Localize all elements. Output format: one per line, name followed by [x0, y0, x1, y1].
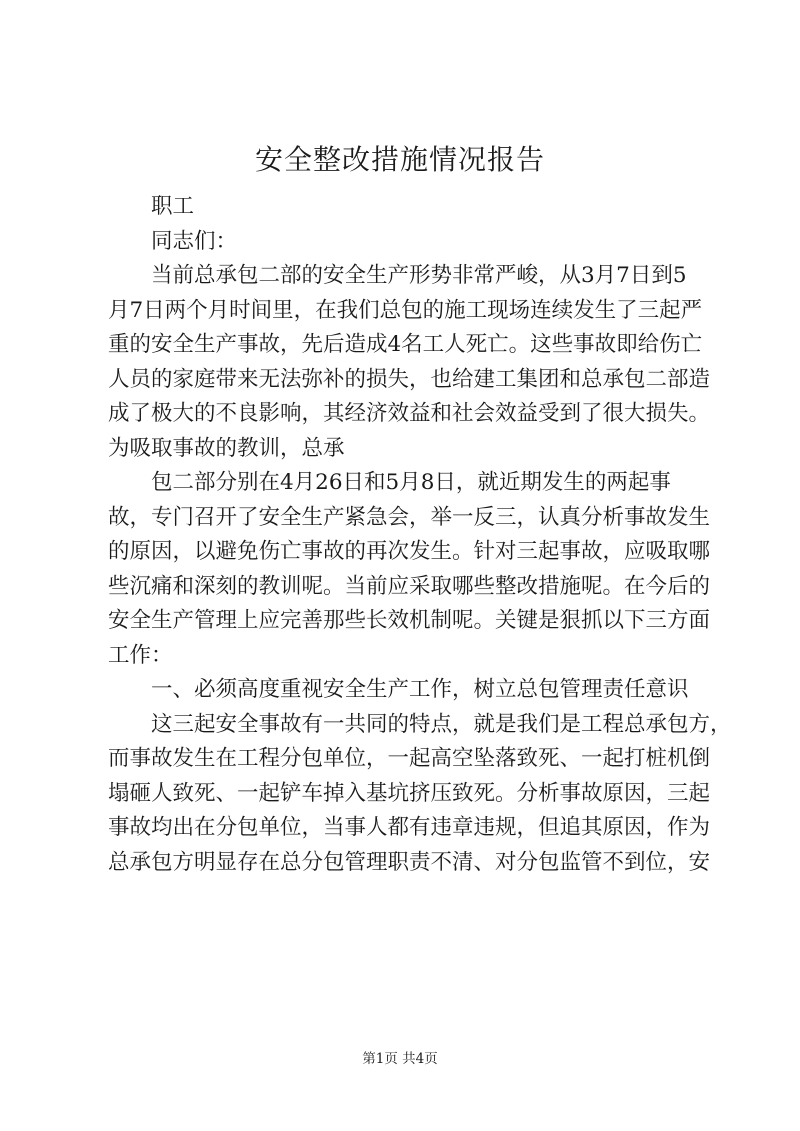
text-line: 一、必须高度重视安全生产工作，树立总包管理责任意识 [151, 677, 689, 702]
text-line: 当前总承包二部的安全生产形势非常严峻，从3月7日到5 [151, 263, 687, 288]
paragraph [108, 190, 708, 225]
paragraph [108, 259, 711, 466]
document-title: 安全整改措施情况报告 [254, 143, 545, 176]
text-line: 重的安全生产事故，先后造成4名工人死亡。这些事故即给伤亡 [108, 332, 703, 357]
paragraph [108, 708, 732, 881]
text-line: 这三起安全事故有一共同的特点，就是我们是工程总承包方， [151, 711, 732, 737]
text-line: 的原因，以避免伤亡事故的再次发生。针对三起事故，应吸取哪 [108, 539, 711, 564]
text-line: 月7日两个月时间里，在我们总包的施工现场连续发生了三起严 [108, 297, 703, 323]
paragraph [108, 225, 708, 260]
text-line: 而事故发生在工程分包单位，一起高空坠落致死、一起打桩机倒 [108, 746, 711, 771]
text-line: 故，专门召开了安全生产紧急会，举一反三，认真分析事故发生 [108, 504, 711, 530]
text-line: 人员的家庭带来无法弥补的损失，也给建工集团和总承包二部造 [108, 366, 711, 392]
text-line: 工作： [108, 642, 173, 668]
text-line: 安全生产管理上应完善那些长效机制呢。关键是狠抓以下三方面 [108, 608, 711, 633]
text-line: 职工 [151, 194, 195, 219]
text-line: 些沉痛和深刻的教训呢。当前应采取哪些整改措施呢。在今后的 [108, 573, 711, 599]
text-line: 总承包方明显存在总分包管理职责不清、对分包监管不到位，安 [108, 849, 711, 875]
section-heading [108, 673, 708, 708]
paragraph [108, 466, 711, 673]
text-line: 为吸取事故的教训，总承 [108, 435, 345, 461]
text-line: 同志们： [151, 228, 238, 254]
text-line: 成了极大的不良影响，其经济效益和社会效益受到了很大损失。 [108, 401, 711, 426]
document-body [108, 190, 732, 880]
page-footer: 第1页 共4页 [362, 1051, 438, 1067]
text-line: 包二部分别在4月26日和5月8日，就近期发生的两起事 [151, 470, 671, 495]
text-line: 事故均出在分包单位，当事人都有违章违规，但追其原因，作为 [108, 815, 711, 840]
text-line: 塌砸人致死、一起铲车掉入基坑挤压致死。分析事故原因，三起 [108, 780, 711, 806]
